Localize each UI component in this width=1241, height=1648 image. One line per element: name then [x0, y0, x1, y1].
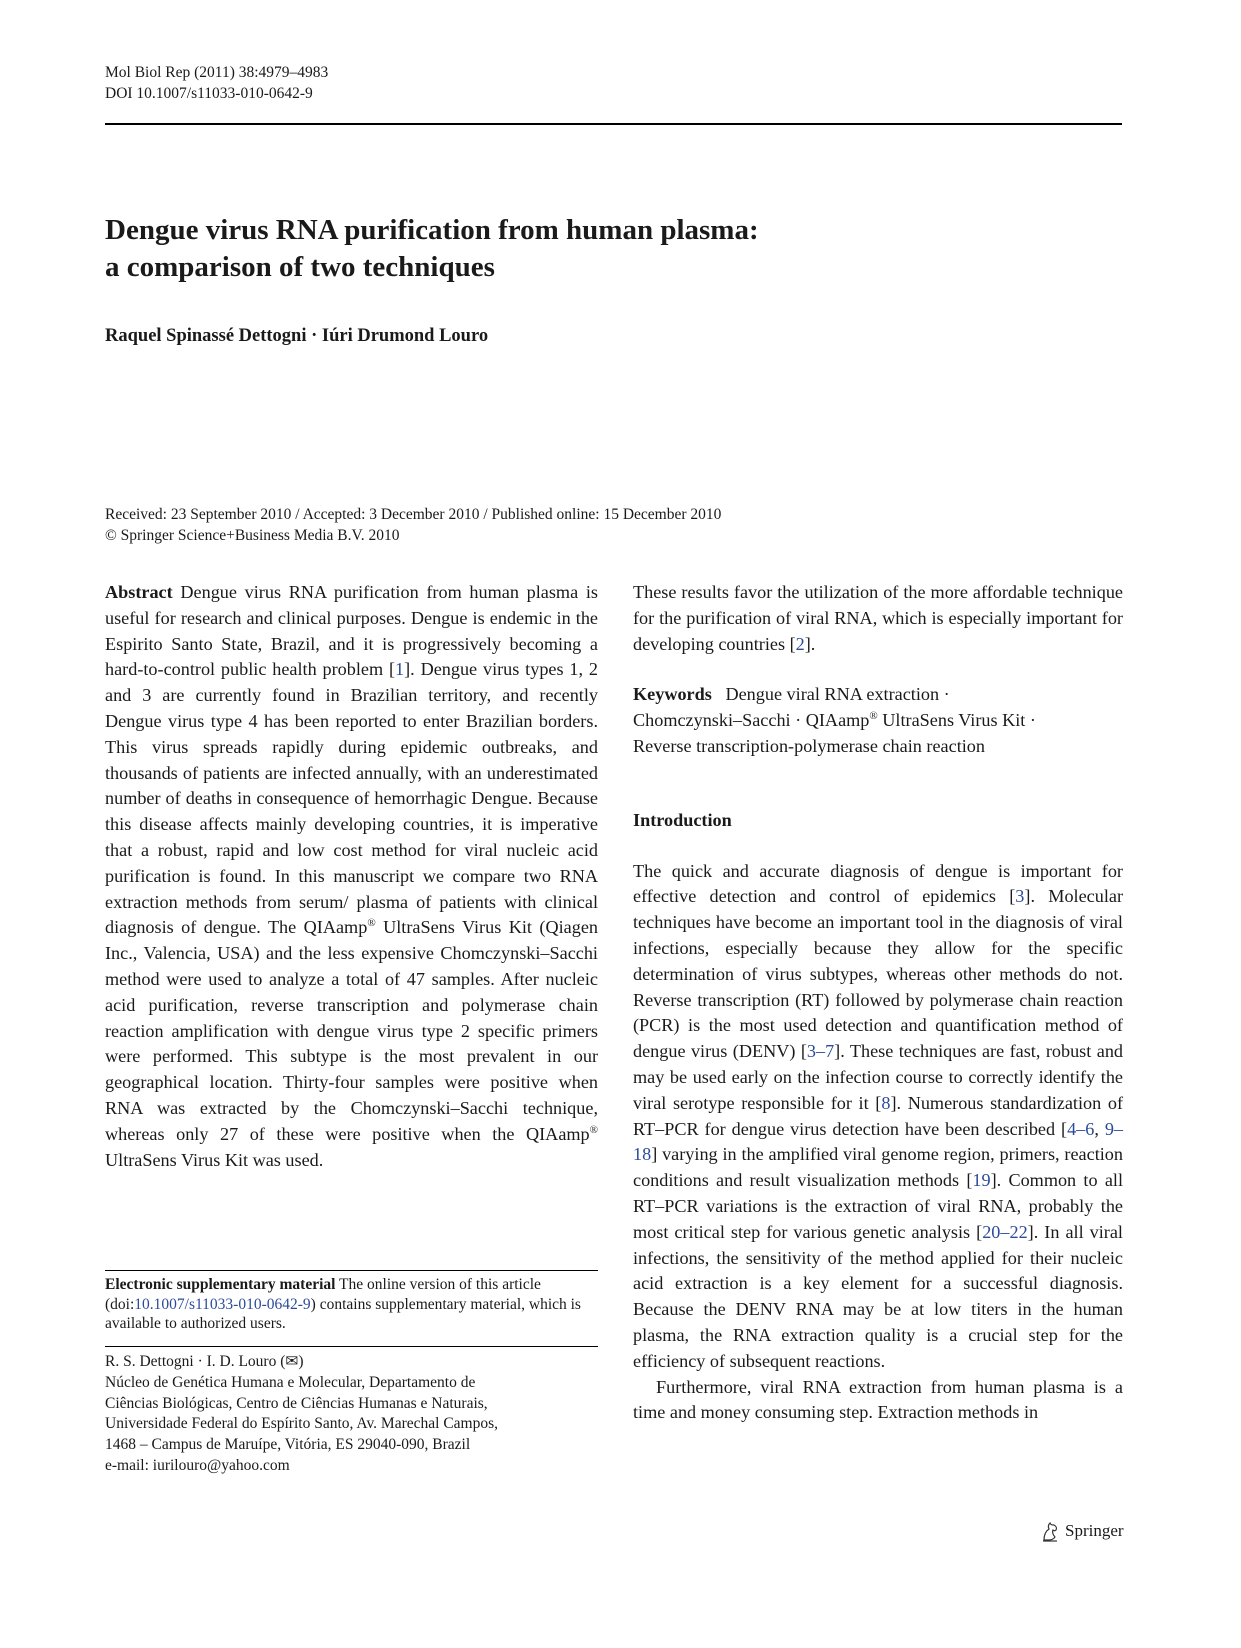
keywords-label: Keywords	[633, 684, 712, 705]
abstract-continued: These results favor the utilization of the more affordable technique for the purification of viral RNA, which is especially important for developing countries [2].	[633, 582, 1123, 654]
journal-citation: Mol Biol Rep (2011) 38:4979–4983	[105, 64, 329, 81]
authors: Raquel Spinassé Dettogni · Iúri Drumond Louro	[105, 326, 489, 346]
citation-link[interactable]: 3–7	[806, 1041, 835, 1062]
paper-title	[105, 212, 1005, 286]
abstract-label: Abstract	[105, 582, 173, 602]
doi-line: DOI 10.1007/s11033-010-0642-9	[105, 85, 313, 102]
affiliation-line: 1468 – Campus de Maruípe, Vitória, ES 29040-090, Brazil	[105, 1436, 471, 1454]
citation-link[interactable]: 9–18	[633, 1118, 1124, 1165]
springer-horse-icon	[1040, 1520, 1060, 1542]
citation-link[interactable]: 3	[1015, 886, 1025, 907]
introduction-heading: Introduction	[633, 809, 732, 830]
publication-dates	[105, 504, 721, 546]
right-column	[633, 580, 1123, 1426]
journal-header	[105, 62, 328, 104]
abstract: Abstract Dengue virus RNA purification from human plasma is useful for research and clinical purposes. Dengue is endemic in the Espirito Santo State, Brazil, and it is progressively becoming a hard-to-control public health problem [1]. Dengue virus types 1, 2 and 3 are currently found in Brazilian territory, and recently Dengue virus type 4 has been reported to enter Brazilian borders. This virus spreads rapidly during epidemic outbreaks, and thousands of patients are infected annually, with an underestimated number of deaths in consequence of hemorrhagic Dengue. Because this disease affects mainly developing countries, it is imperative that a robust, rapid and low cost method for viral nucleic acid purification is found. In this manuscript we compare two RNA extraction methods from serum/ plasma of patients with clinical diagnosis of dengue. The QIAamp® UltraSens Virus Kit (Qiagen Inc., Valencia, USA) and the less expensive Chomczynski–Sacchi method were used to analyze a total of 47 samples. After nucleic acid purification, reverse transcription and polymerase chain reaction amplification with dengue virus type 2 specific primers were performed. This subtype is the most prevalent in our geographical location. Thirty-four samples were positive when RNA was extracted by the Chomczynski–Sacchi technique, whereas only 27 of these were positive when the QIAamp® UltraSens Virus Kit was used.	[105, 582, 599, 1170]
introduction-paragraph: The quick and accurate diagnosis of dengue is important for effective detection and control of epidemics [3]. Molecular techniques have become an important tool in the diagnosis of viral infections, especially because they allow for the specific determination of virus subtypes, whereas other methods do not. Reverse transcription (RT) followed by polymerase chain reaction (PCR) is the most used detection and quantification method of dengue virus (DENV) [3–7]. These techniques are fast, robust and may be used early on the infection course to correctly identify the viral serotype responsible for it [8]. Numerous standardization of RT–PCR for dengue virus detection have been described [4–6, 9–18] varying in the amplified viral genome region, primers, reaction conditions and result visualization methods [19]. Common to all RT–PCR variations is the extraction of viral RNA, probably the most critical step for various genetic analysis [20–22]. In all viral infections, the sensitivity of the method applied for their nucleic acid extraction is a key element for a successful diagnosis. Because the DENV RNA may be at low titers in the human plasma, the RNA extraction quality is a crucial step for the efficiency of subsequent reactions.	[633, 860, 1124, 1371]
citation-link[interactable]: 19	[972, 1170, 991, 1191]
supplementary-label: Electronic supplementary material	[105, 1276, 336, 1293]
keyword: Reverse transcription-polymerase chain reaction	[633, 735, 985, 756]
header-rule	[105, 123, 1122, 125]
doi-link[interactable]: 10.1007/s11033-010-0642-9	[134, 1295, 311, 1313]
email[interactable]: e-mail: iurilouro@yahoo.com	[105, 1456, 290, 1474]
keyword: Dengue viral RNA extraction ·	[725, 684, 950, 705]
introduction-paragraph-2: Furthermore, viral RNA extraction from human plasma is a time and money consuming step. Extraction methods in	[633, 1376, 1123, 1423]
affiliation-line: Universidade Federal do Espírito Santo, Av. Marechal Campos,	[105, 1415, 499, 1433]
left-column	[105, 580, 598, 1173]
registered-mark: ®	[589, 1123, 598, 1136]
footnote-rule	[105, 1270, 598, 1271]
keyword: UltraSens Virus Kit ·	[877, 710, 1036, 731]
affiliation-line: Ciências Biológicas, Centro de Ciências Humanas e Naturais,	[105, 1394, 488, 1412]
affiliation-names: R. S. Dettogni · I. D. Louro (✉)	[105, 1353, 304, 1370]
title-line-2: a comparison of two techniques	[105, 251, 495, 283]
citation-link[interactable]: 1	[395, 659, 405, 680]
title-line-1: Dengue virus RNA purification from human plasma:	[105, 214, 759, 246]
citation-link[interactable]: 20–22	[982, 1221, 1028, 1242]
affiliation-line: Núcleo de Genética Humana e Molecular, Departamento de	[105, 1373, 476, 1391]
keywords	[633, 682, 1123, 759]
supplementary-note: Electronic supplementary material The online version of this article (doi:10.1007/s11033-010-0642-9) contains supplementary material, which is available to authorized users.	[105, 1276, 581, 1332]
copyright: © Springer Science+Business Media B.V. 2010	[105, 527, 400, 544]
publisher-logo	[1040, 1520, 1124, 1542]
affiliation	[105, 1352, 598, 1477]
received-accepted-dates: Received: 23 September 2010 / Accepted: 3 December 2010 / Published online: 15 December 2010	[105, 506, 722, 523]
registered-mark: ®	[869, 710, 878, 723]
keyword: Chomczynski–Sacchi · QIAamp	[633, 710, 870, 731]
citation-link[interactable]: 8	[881, 1092, 891, 1113]
publisher-name: Springer	[1065, 1521, 1124, 1540]
registered-mark: ®	[367, 917, 376, 930]
citation-link[interactable]: 2	[795, 633, 805, 654]
citation-link[interactable]: 4–6	[1067, 1118, 1095, 1139]
envelope-icon: ✉	[285, 1353, 299, 1370]
affiliation-rule	[105, 1346, 598, 1347]
